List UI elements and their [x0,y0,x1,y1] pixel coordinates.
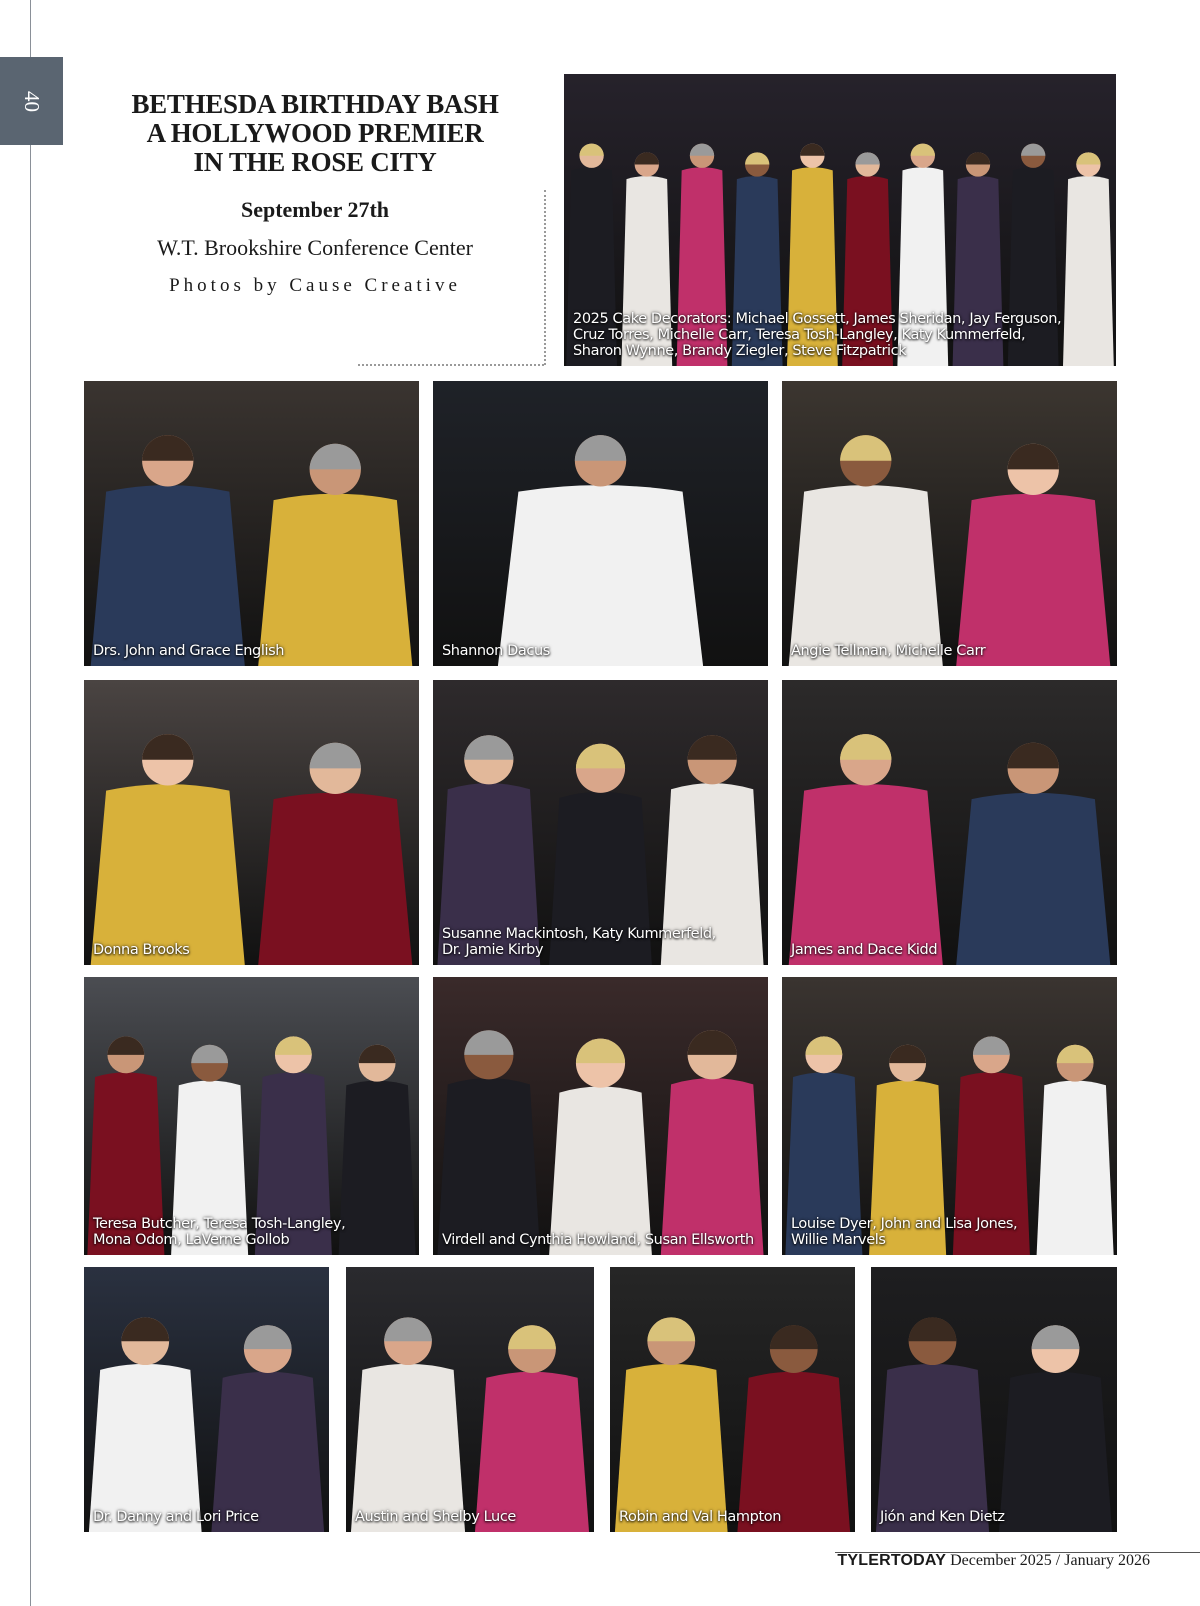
person-hair [635,152,659,164]
photo-mackintosh-group [433,680,768,965]
person-body [498,485,703,666]
person-hair [1008,444,1059,470]
person-body [211,1372,324,1532]
person-body [661,1078,764,1255]
dotted-divider-horizontal [358,364,544,366]
photo-cake-decorators [564,74,1116,366]
person-hair [688,735,737,760]
caption-line: 2025 Cake Decorators: Michael Gossett, James Sheridan, Jay Ferguson, [573,311,1062,327]
caption-line: Austin and Shelby Luce [355,1509,516,1525]
person-hair [1076,152,1100,164]
photo-butcher-group [84,977,419,1255]
person-hair [576,1039,625,1064]
person-hair [690,144,714,156]
photo-people-illustration [84,1267,329,1532]
magazine-brand: TYLERTODAY [837,1552,947,1569]
caption-line: Cruz Torres, Michelle Carr, Teresa Tosh-Langley, Katy Kummerfeld, [573,327,1026,343]
person-body [91,485,245,666]
photo-people-illustration [610,1267,855,1532]
person-hair [745,152,769,164]
photo-caption [791,1216,1109,1248]
photo-people-illustration [871,1267,1117,1532]
person-hair [107,1036,144,1054]
person-hair [275,1036,312,1054]
caption-line: Angie Tellman, Michelle Carr [791,643,986,659]
person-hair [855,152,879,164]
photo-english [84,381,419,666]
photo-caption [791,643,1109,659]
photo-hampton [610,1267,855,1532]
photo-people-illustration [433,680,768,965]
photo-people-illustration [782,381,1117,666]
caption-line: Susanne Mackintosh, Katy Kummerfeld, [442,926,716,942]
person-hair [142,435,193,461]
photo-caption [791,942,1109,958]
person-hair [1008,743,1059,769]
person-hair [142,734,193,760]
person-hair [770,1325,818,1349]
photo-caption [442,643,760,659]
person-hair [310,444,361,470]
photo-people-illustration [84,680,419,965]
person-hair [1021,144,1045,156]
person-body [91,784,245,965]
person-body [258,793,412,965]
photo-caption [442,1232,760,1248]
caption-line: Louise Dyer, John and Lisa Jones, [791,1216,1018,1232]
person-hair [464,1030,513,1055]
person-body [789,485,943,666]
person-body [789,784,943,965]
person-body [89,1364,202,1532]
person-body [549,1087,652,1255]
person-hair [889,1045,926,1063]
person-hair [800,144,824,156]
photo-people-illustration [346,1267,594,1532]
person-hair [359,1045,396,1063]
photo-caption [619,1509,847,1525]
person-body [737,1372,850,1532]
person-body [475,1372,589,1532]
photo-people-illustration [433,977,768,1255]
person-hair [973,1036,1010,1054]
photo-caption [93,1509,321,1525]
caption-line: James and Dace Kidd [791,942,938,958]
person-hair [840,435,891,461]
person-hair [244,1325,292,1349]
page-number: 40 [20,90,44,112]
photo-caption [93,1216,411,1248]
caption-line: Donna Brooks [93,942,190,958]
person-hair [647,1317,695,1341]
caption-line: Robin and Val Hampton [619,1509,781,1525]
person-hair [911,144,935,156]
person-hair [805,1036,842,1054]
photo-caption [573,311,1108,359]
person-hair [575,435,626,461]
photo-caption [93,643,411,659]
person-hair [840,734,891,760]
person-hair [1057,1045,1094,1063]
page-number-tab [0,57,63,145]
person-body [258,494,412,666]
person-hair [121,1317,169,1341]
photo-people-illustration [84,977,419,1255]
photo-dyer-jones-marvels [782,977,1117,1255]
dotted-divider-vertical [544,190,546,365]
photo-caption [355,1509,586,1525]
left-margin-rule [30,0,31,1606]
person-hair [909,1317,957,1341]
person-body [437,1078,540,1255]
caption-line: Teresa Butcher, Teresa Tosh-Langley, [93,1216,346,1232]
person-body [956,494,1110,666]
person-hair [384,1317,432,1341]
person-hair [966,152,990,164]
caption-line: Mona Odom, LaVerne Gollob [93,1232,290,1248]
title-line: A HOLLYWOOD PREMIER [146,118,484,148]
person-body [615,1364,728,1532]
photo-luce [346,1267,594,1532]
photo-credit: Photos by Cause Creative [169,275,461,296]
photo-dacus [433,381,768,666]
photo-people-illustration [782,680,1117,965]
photo-people-illustration [433,381,768,666]
article-header [110,90,520,297]
title-line: IN THE ROSE CITY [193,147,437,177]
person-hair [464,735,513,760]
photo-howland-ellsworth [433,977,768,1255]
person-hair [576,744,625,769]
photo-people-illustration [782,977,1117,1255]
caption-line: Dr. Jamie Kirby [442,942,544,958]
photo-price [84,1267,329,1532]
photo-kidd [782,680,1117,965]
caption-line: Sharon Wynne, Brandy Ziegler, Steve Fitzpatrick [573,343,907,359]
caption-line: Dr. Danny and Lori Price [93,1509,259,1525]
person-body [876,1364,989,1532]
person-hair [191,1045,228,1063]
person-body [351,1364,465,1532]
caption-line: Virdell and Cynthia Howland, Susan Ellsworth [442,1232,754,1248]
article-title [110,90,520,177]
photo-caption [93,942,411,958]
person-hair [579,144,603,156]
issue-date: December 2025 / January 2026 [950,1552,1150,1569]
caption-line: Jión and Ken Dietz [880,1509,1005,1525]
photo-brooks [84,680,419,965]
caption-line: Shannon Dacus [442,643,550,659]
event-date: September 27th [240,197,390,222]
photo-caption [880,1509,1109,1525]
title-line: BETHESDA BIRTHDAY BASH [131,89,499,119]
person-hair [310,743,361,769]
photo-tellman-carr [782,381,1117,666]
person-hair [1032,1325,1080,1349]
photo-caption [442,926,760,958]
caption-line: Drs. John and Grace English [93,643,285,659]
photo-people-illustration [84,381,419,666]
person-body [999,1372,1112,1532]
person-hair [688,1030,737,1055]
page-footer [837,1552,1150,1570]
person-body [956,793,1110,965]
person-hair [508,1325,556,1349]
event-venue: W.T. Brookshire Conference Center [157,235,473,260]
photo-dietz [871,1267,1117,1532]
caption-line: Willie Marvels [791,1232,886,1248]
